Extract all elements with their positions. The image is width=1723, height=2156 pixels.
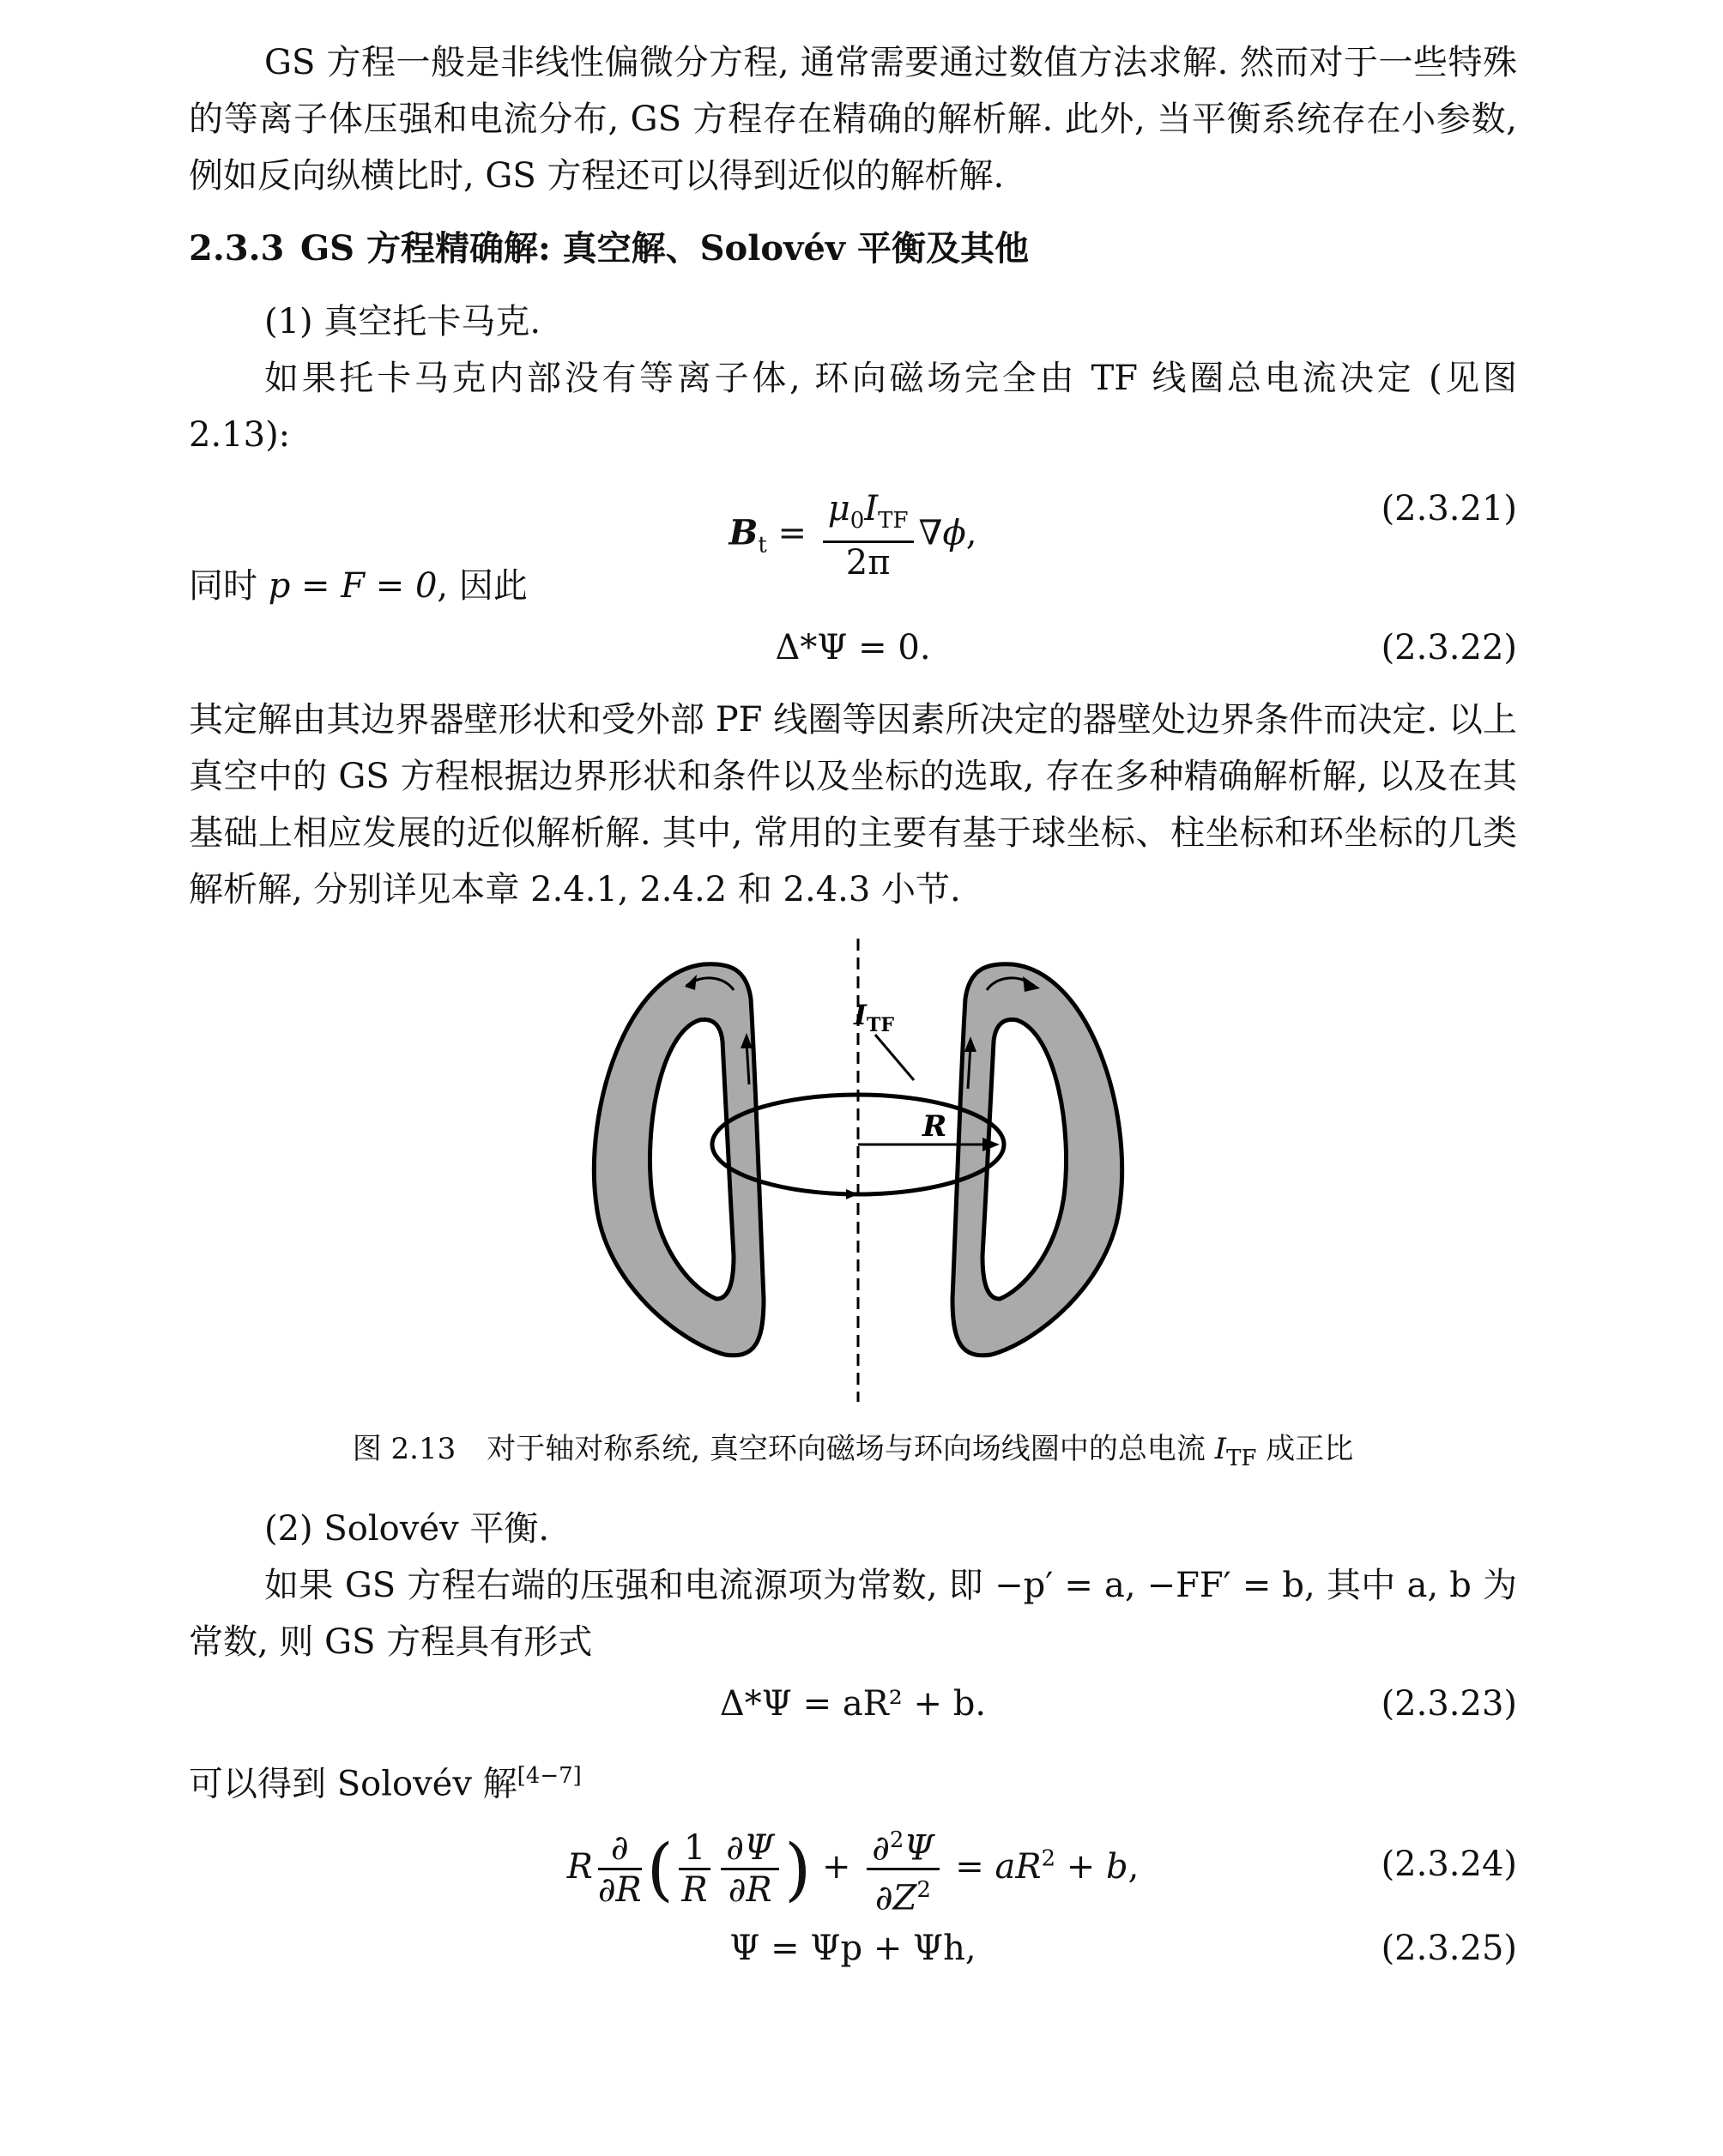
solovev-paragraph-2-text: 可以得到 Solovév 解 [189,1764,517,1804]
para2-post: , 因此 [437,566,528,606]
para2-math: p = F = 0 [268,566,438,606]
equation-body: $B_t$ = $\frac{\mu_0I_{TF}}{2\pi}$ ∇ϕ, [728,489,977,583]
citation-ref: [4−7] [517,1762,582,1789]
vacuum-heading: (1) 真空托卡马克. [264,302,541,341]
equation-number: (2.3.22) [1381,628,1517,667]
equation-number: (2.3.24) [1381,1845,1517,1885]
equation-body: R $\frac{\partial}{\partial R}$ ( $\frac{1}{R}$ $\frac{\partial\Psi}{\partial R}$ ) + $\frac{\partial^2\Psi}{\partial Z^2}$ = $aR^2 + b$, [189,1821,1517,1918]
solovev-paragraph-1: 如果 GS 方程右端的压强和电流源项为常数, 即 −p′ = a, −FF′ = b, 其中 a, b 为常数, 则 GS 方程具有形式 [189,1565,1517,1662]
equation-number: (2.3.21) [1381,489,1517,528]
solovev-paragraph-2 [189,1748,1517,1812]
vacuum-paragraph-3: 其定解由其边界器壁形状和受外部 PF 线圈等因素所决定的器壁处边界条件而决定. 以上真空中的 GS 方程根据边界形状和条件以及坐标的选取, 存在多种精确解析解, 以及在其基础上相应发展的近似解析解. 其中, 常用的主要有基于球坐标、柱坐标和环坐标的几类解析解, 分别详见本章 2.4.1, 2.4.2 和 2.4.3 小节. [189,700,1517,909]
caption-label: 图 2.13 [352,1432,456,1466]
equation-2-3-25 [189,1915,1517,1992]
tf-coil-diagram [575,939,1141,1402]
left-coil [594,964,764,1356]
right-coil [952,964,1122,1356]
equation-body: Ψ = Ψp + Ψh, [729,1929,976,1969]
label-itf: $I_{TF}$ [854,999,894,1036]
para2-pre: 同时 [189,566,257,606]
solovev-heading: (2) Solovév 平衡. [264,1508,550,1549]
itf-leader [875,1035,914,1080]
equation-body: Δ*Ψ = aR² + b. [719,1683,987,1724]
caption-text: 对于轴对称系统, 真空环向磁场与环向场线圈中的总电流 [487,1432,1206,1466]
page-content [189,34,1517,1992]
caption-symbol-sub: TF [1226,1445,1257,1471]
section-title: GS 方程精确解: 真空解、Solovév 平衡及其他 [300,228,1029,269]
caption-tail: 成正比 [1266,1432,1354,1466]
equation-number: (2.3.25) [1381,1929,1517,1969]
equation-2-3-22 [189,614,1517,691]
figure-caption [189,1428,1517,1480]
ellipse-crossing-arrow [846,1189,858,1199]
vacuum-paragraph-1: 如果托卡马克内部没有等离子体, 环向磁场完全由 TF 线圈总电流决定 (见图 2.13): [189,359,1517,455]
equation-number: (2.3.23) [1381,1683,1517,1724]
equation-2-3-23 [189,1670,1517,1748]
caption-symbol: I [1214,1432,1227,1466]
equation-2-3-24 [189,1812,1517,1918]
equation-body: Δ*Ψ = 0. [775,628,931,667]
label-r: R [922,1109,947,1144]
equation-2-3-21 [189,463,1517,583]
section-heading [189,223,1517,275]
radius-arrowhead [982,1138,1000,1151]
figure-2-13 [189,939,1517,1419]
section-number: 2.3.3 [189,228,285,269]
intro-paragraph: GS 方程一般是非线性偏微分方程, 通常需要通过数值方法求解. 然而对于一些特殊的等离子体压强和电流分布, GS 方程存在精确的解析解. 此外, 当平衡系统存在小参数, 例如反向纵横比时, GS 方程还可以得到近似的解析解. [189,43,1517,196]
